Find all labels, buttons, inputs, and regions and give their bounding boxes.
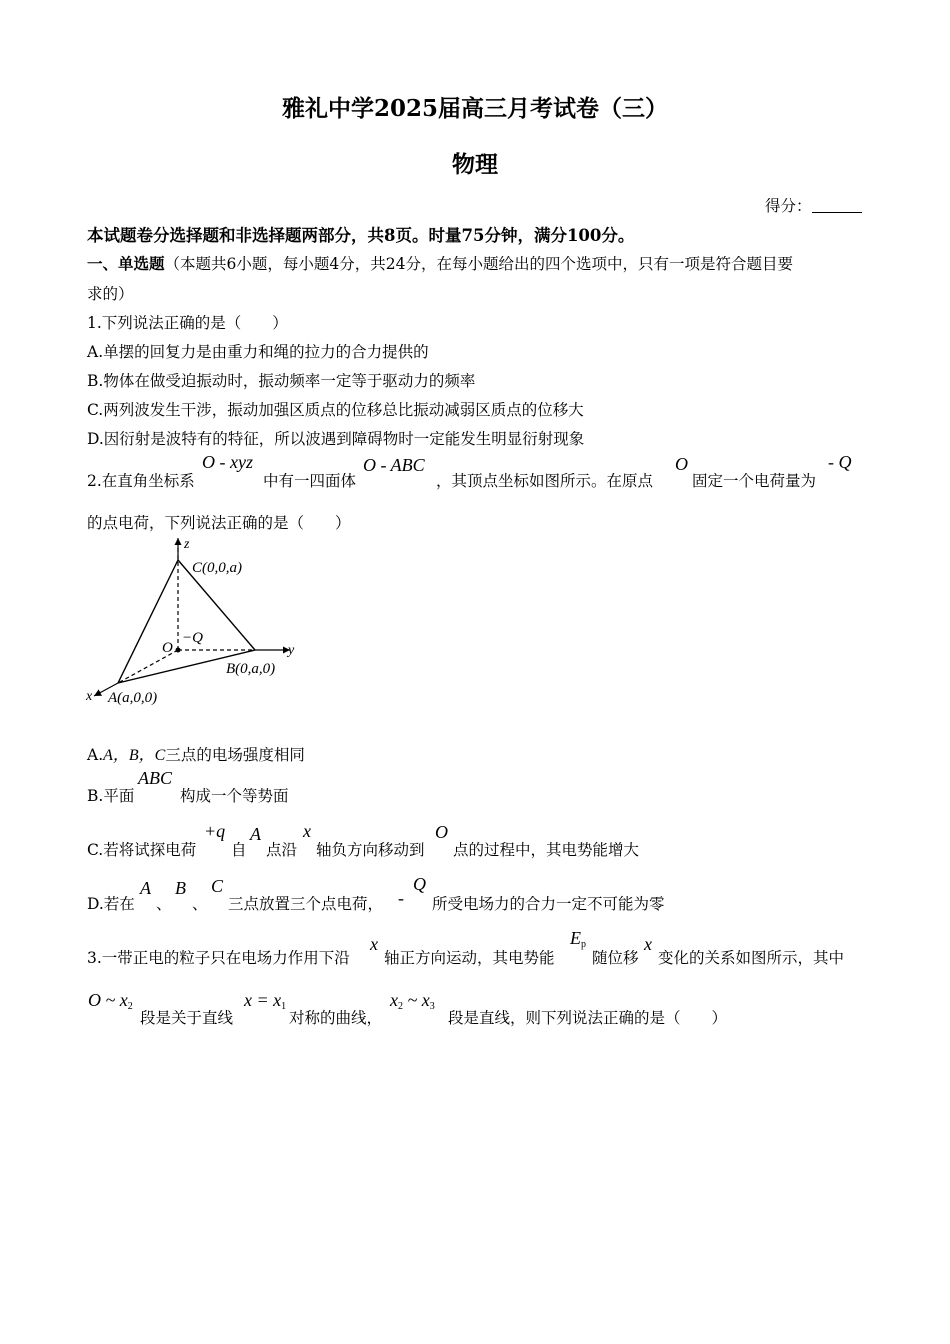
- q2-option-d-m3: C: [211, 876, 224, 896]
- q2-option-a-text: 三点的电场强度相同: [165, 746, 305, 764]
- q3-l2-m3a: x: [390, 990, 398, 1010]
- q1-stem: 1.下列说法正确的是（ ）: [87, 314, 288, 332]
- q3-l2-p2: 对称的曲线，: [289, 1009, 383, 1027]
- exam-title: 雅礼中学2025届高三月考试卷（三）: [281, 95, 668, 122]
- q2-stem-p1: 2.在直角坐标系: [87, 472, 195, 490]
- section1-desc-cont: 求的）: [87, 285, 134, 303]
- q2-option-d-m1: A: [140, 878, 151, 898]
- charge-label: −Q: [182, 630, 203, 646]
- y-label: y: [288, 643, 295, 658]
- q3-l2-m2: [244, 990, 286, 1012]
- q2-stem-p2: 中有一四面体: [263, 472, 357, 490]
- q3-l2-p3: 段是直线，则下列说法正确的是（ ）: [448, 1009, 728, 1027]
- q1-option-c: C.两列波发生干涉，振动加强区质点的位移总比振动减弱区质点的位移大: [87, 401, 584, 419]
- q3-l2-m1-text: O ~ x: [88, 990, 128, 1010]
- q3-l2-m2-text: x = x: [244, 990, 282, 1010]
- q2-option-d-p5: 所受电场力的合力一定不可能为零: [432, 895, 665, 913]
- subject-title: 物理: [452, 151, 498, 178]
- origin-label: O: [162, 640, 173, 656]
- score-field: [765, 194, 862, 216]
- q2-option-c-p4: 轴负方向移动到: [316, 841, 425, 859]
- x-label: x: [86, 689, 93, 704]
- section1-desc: （本题共6小题，每小题4分，共24分，在每小题给出的四个选项中，只有一项是符合题目要: [164, 255, 793, 273]
- q3-l2-m1: [88, 990, 133, 1012]
- q3-p1: 3.一带正电的粒子只在电场力作用下沿: [87, 949, 350, 967]
- q2-option-a-points: A，B，C: [103, 747, 166, 764]
- q2-math-negq: - Q: [828, 452, 852, 472]
- exam-intro: 本试题卷分选择题和非选择题两部分，共8页。时量75分钟，满分100分。: [87, 226, 635, 245]
- q1-option-a: A.单摆的回复力是由重力和绳的拉力的合力提供的: [87, 343, 429, 361]
- q3-l2-m3a-sub: 2: [398, 1001, 403, 1012]
- point-a-label: A(a,0,0): [108, 690, 158, 706]
- q3-p2: 轴正方向运动，其电势能: [384, 949, 555, 967]
- q3-l2-m2-sub: 1: [281, 1001, 287, 1012]
- q2-option-c-m4: O: [435, 822, 448, 842]
- q3-l2-m3: [390, 990, 435, 1012]
- q2-stem-line2: 的点电荷，下列说法正确的是（ ）: [87, 514, 351, 532]
- q2-option-c-p1: C.若将试探电荷: [87, 841, 197, 859]
- q2-option-b-prefix: B.平面: [87, 787, 135, 805]
- q2-math-oxyz: O - xyz: [202, 452, 253, 472]
- q2-stem-p3: ，其顶点坐标如图所示。在原点: [436, 472, 654, 490]
- q2-option-d-m2: B: [175, 878, 186, 898]
- q3-m3: x: [644, 934, 652, 954]
- section1-heading-line: [87, 252, 793, 274]
- edge-ca: [118, 560, 178, 683]
- tetrahedron-figure: [80, 530, 320, 715]
- q2-option-d-p2: 、: [156, 895, 172, 913]
- q3-p3: 随位移: [592, 949, 639, 967]
- section1-heading: 一、单选题: [87, 254, 165, 273]
- q2-option-c-m2: A: [250, 824, 261, 844]
- point-c-label: C(0,0,a): [192, 560, 242, 576]
- q1-option-b: B.物体在做受迫振动时，振动频率一定等于驱动力的频率: [87, 372, 476, 390]
- q3-l2-p1: 段是关于直线: [140, 1009, 234, 1027]
- score-blank[interactable]: [812, 198, 862, 213]
- origin-charge-dot: [176, 648, 181, 653]
- z-label: z: [184, 537, 190, 552]
- q2-option-a-prefix: A.: [87, 746, 104, 764]
- q2-math-o: O: [675, 454, 688, 474]
- q2-option-d-m4: -: [398, 888, 404, 908]
- q2-math-oabc: O - ABC: [363, 455, 425, 475]
- point-b-label: B(0,a,0): [226, 661, 276, 677]
- q3-m2-sub: p: [581, 939, 586, 950]
- q2-option-c-p2: 自: [231, 841, 247, 859]
- q3-m1: x: [370, 934, 378, 954]
- q2-option-a: [87, 742, 305, 765]
- q3-l2-m1-sub: 2: [127, 1001, 133, 1012]
- q2-option-d-m5: Q: [413, 874, 426, 894]
- q2-option-d-p3: 、: [192, 895, 208, 913]
- q3-l2-m3b-sub: 3: [429, 1001, 435, 1012]
- q2-option-b-math: ABC: [138, 768, 172, 788]
- q3-p4: 变化的关系如图所示，其中: [658, 949, 845, 967]
- q2-option-c-m3: x: [303, 821, 311, 841]
- q3-m2: [570, 928, 586, 950]
- q2-stem-p4: 固定一个电荷量为: [692, 472, 817, 490]
- q2-option-d-p4: 三点放置三个点电荷，: [228, 895, 384, 913]
- q3-m2-symbol: E: [570, 928, 581, 948]
- q2-option-d-p1: D.若在: [87, 895, 135, 913]
- q3-l2-m3b: ~ x: [403, 990, 430, 1010]
- q2-option-c-charge-text: +q: [204, 821, 226, 841]
- q2-option-b-text: 构成一个等势面: [180, 787, 289, 805]
- score-label: 得分：: [765, 197, 812, 215]
- q2-option-c-p5: 点的过程中，其电势能增大: [453, 841, 640, 859]
- q1-option-d: D.因衍射是波特有的特征，所以波遇到障碍物时一定能发生明显衍射现象: [87, 430, 585, 448]
- q2-option-c-p3: 点沿: [266, 841, 298, 859]
- q2-option-c-charge: [204, 821, 225, 842]
